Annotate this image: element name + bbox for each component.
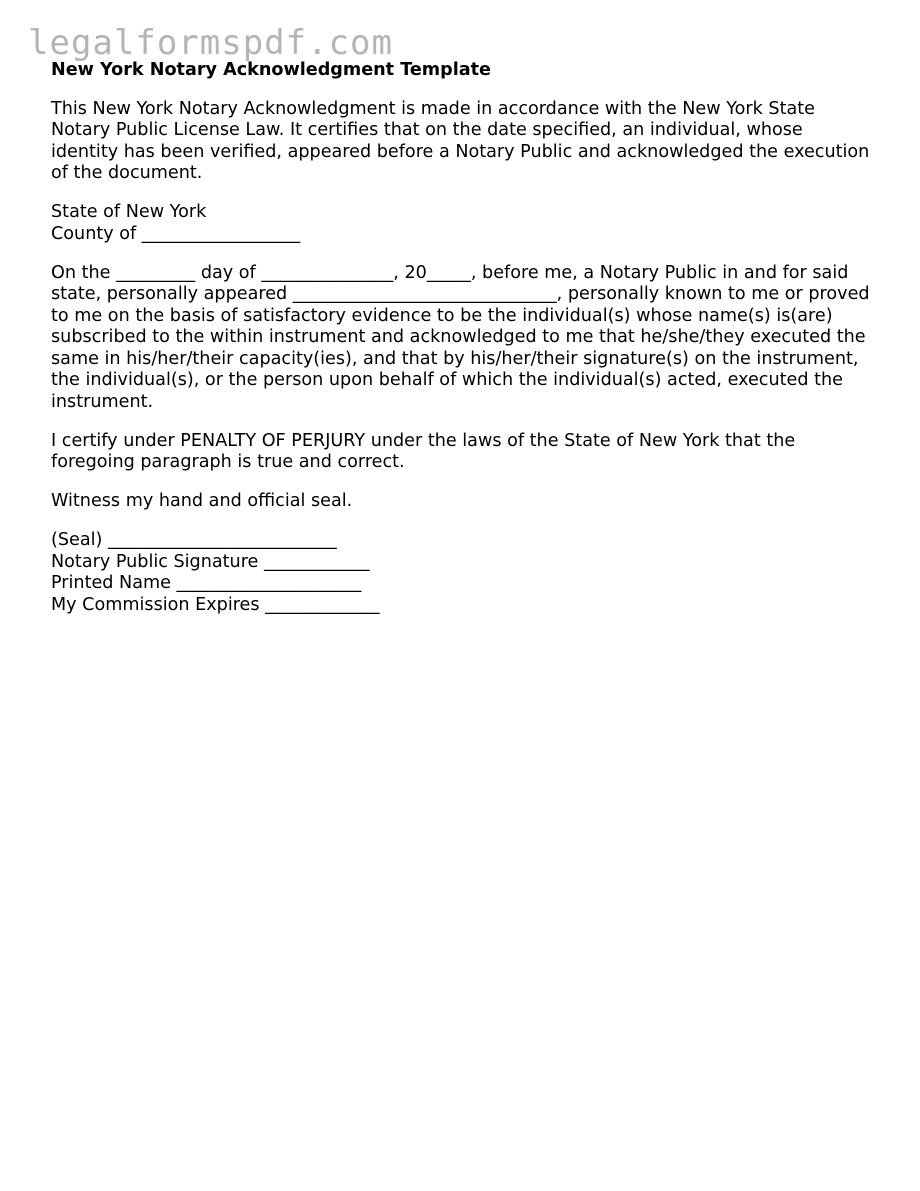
printed-name-line: Printed Name _____________________: [51, 573, 362, 593]
witness-line: Witness my hand and official seal.: [51, 491, 353, 511]
certification-paragraph: I certify under PENALTY OF PERJURY under the laws of the State of New York that the foregoing paragraph is true and correct.: [51, 430, 796, 472]
watermark: legalformspdf.com: [28, 23, 393, 63]
acknowledgment-paragraph: On the _________ day of _______________, 20_____, before me, a Notary Public in and for said state, personally appeared ______________________________, personally known to me or proved to me on the basis of satisfactory evidence to be the individual(s) whose name(s) is(are) subscribed to the within instrument and acknowledged to me that he/she/they executed the same in his/her/their capacity(ies), and that by his/her/their signature(s) on the instrument, the individual(s), or the person upon behalf of which the individual(s) acted, executed the instrument.: [51, 262, 870, 412]
intro-paragraph: This New York Notary Acknowledgment is made in accordance with the New York State Notary Public License Law. It certifies that on the date specified, an individual, whose identity has been verified, appeared before a Notary Public and acknowledged the execution of the document.: [51, 98, 870, 183]
signature-block: [51, 530, 871, 616]
seal-line: (Seal) __________________________: [51, 530, 337, 550]
notary-signature-line: Notary Public Signature ____________: [51, 551, 370, 572]
venue-county: County of __________________: [51, 223, 301, 244]
venue-state: State of New York: [51, 202, 207, 222]
commission-expires-line: My Commission Expires _____________: [51, 594, 380, 615]
document-body: [51, 60, 871, 634]
venue-block: [51, 202, 871, 245]
document-title: New York Notary Acknowledgment Template: [51, 60, 491, 80]
